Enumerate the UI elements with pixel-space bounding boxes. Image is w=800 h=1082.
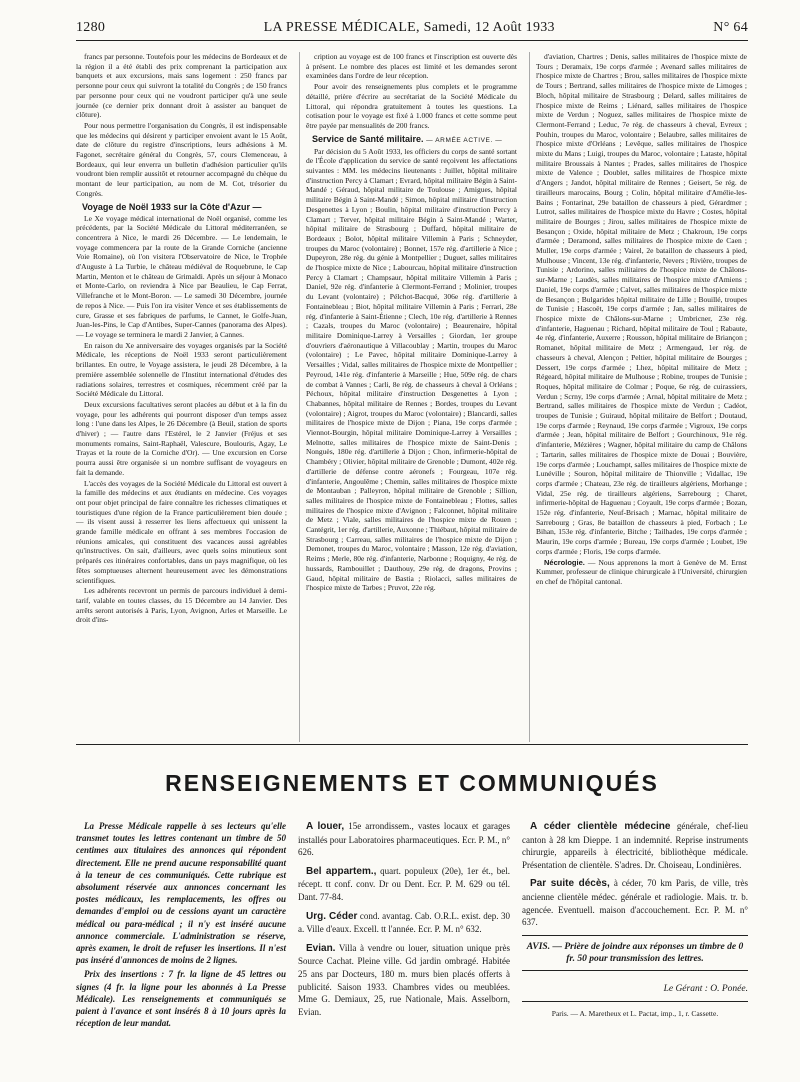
journal-title: LA PRESSE MÉDICALE, Samedi, 12 Août 1933 xyxy=(263,20,555,35)
column-divider xyxy=(529,52,530,742)
notice-paragraph: La Presse Médicale rappelle à ses lecteurs qu'elle transmet toutes les lettres contenant un timbre de 50 centimes aux titulaires des annonces qui répondent directement. Elle ne prend aucune responsabilité quant à la teneur de ces communiqués. Cette rubrique est absolument réservée aux annonces concernant les postes médicaux, les remplacements, les offres ou demandes d'emploi ou de cessions ayant un caractère médical ou para-médical ; il n'y est inséré aucune annonce commerciale. L'administration se réserve, après examen, le droit de refuser les insertions. Il n'est pas inséré d'annonces de moins de 2 lignes. xyxy=(76,821,286,966)
ads-column-1 xyxy=(298,820,510,1024)
paragraph: cription au voyage est de 100 francs et l'inscription est ouverte dès à présent. Le nombre des places est limité et les demandes seront examinées dans l'ordre de leur réception. xyxy=(306,52,517,81)
classified-ad xyxy=(298,820,510,859)
section-rule xyxy=(76,744,748,745)
ads-column-2 xyxy=(522,820,748,1021)
footer-rule xyxy=(522,1001,748,1002)
classified-ad xyxy=(298,942,510,1019)
notice-column xyxy=(76,820,286,1031)
ad-text: Villa à vendre ou louer, situation unique près Source Cachat. Pleine ville. Gd jardin ombragé. Habitée 25 ans par Docteurs, 180 m. murs bien placés offerts à publicité. Saison 1933. Chambres vides ou meublées. Mme G. Demiaux, 25, rue Nationale, Mais. Asselborn, Evian. xyxy=(298,942,510,1017)
heading-service-sante xyxy=(306,134,517,146)
paragraph: En raison du Xe anniversaire des voyages organisés par la Société Médicale, les réceptions de Noël 1933 seront particulièrement brillantes. En outre, le Voyage assistera, le jeudi 28 Décembre, à la première assemblée solennelle de l'Institut international d'études des radiations solaires, terrestres et cosmiques, récemment créé par la Société Médicale du Littoral. xyxy=(76,340,287,399)
paragraph: Le Xe voyage médical international de Noël organisé, comme les précédents, par la Société Médicale du Littoral méditerranéen, se concentrera à Nice, le mardi 26 Décembre. — Le lendemain, le voyage commencera par la route de la Grande Corniche (ancienne Voie Romaine), où l'on visitera l'Observatoire de Nice, le Trophée d'Auguste à La Turbie, le château médiéval de Roquebrune, le Cap Martin, Menton et le château de Grimaldi. Après un séjour à Monaco et Monte-Carlo, on reviendra à Nice par Beaulieu, le Cap Ferrat, Villefranche et le Mont-Boron. — Le samedi 30 Décembre, journée de repos à Nice. — Puis l'on ira visiter Vence et ses établissements de cure, Grasse et ses fabriques de parfums, le Cannet, le Golfe-Juan, Juan-les-Pins, le Cap d'Antibes, Super-Cannes (panorama des Alpes). — Le voyage se terminera le mardi 2 Janvier, à Cannes. xyxy=(76,213,287,339)
paragraph: Pour avoir des renseignements plus complets et le programme détaillé, prière d'écrire au secrétariat de la Société Médicale du Littoral, qui répondra gratuitement à toutes les questions. La cotisation pour le voyage est fixé à 1.000 francs et cette somme peut être payée par mensualités de 200 francs. xyxy=(306,82,517,130)
classified-ad xyxy=(298,910,510,936)
header-rule xyxy=(76,40,748,41)
ad-text: générale, chef-lieu canton à 28 km Dieppe. 1 an indemnité. Reprise instruments chirurgie, appareils à électricité, bibliothèque médicale. Présentation de clientèle. S'adres. Dr. Choiseau, Londinières. xyxy=(522,821,748,870)
paragraph: Par décision du 5 Août 1933, les officiers du corps de santé sortant de l'École d'application du service de santé reçoivent les affectations suivantes : MM. les médecins lieutenants : Juillet, hôpital militaire d'instruction Percy à Clamart ; Evrard, hôpital militaire Bégin à Saint-Mandé ; Géraud, hôpital militaire de Toulouse ; Amigues, hôpital militaire Bégin à Saint-Mandé ; Simon, hôpital militaire d'instruction Desgenettes à Lyon ; Boulin, hôpital militaire d'instruction Percy à Clamart ; Terver, hôpital militaire Bégin à Saint-Mandé ; Warter, hôpital militaire de Strasbourg ; Duffard, hôpital militaire de Bordeaux ; Bolot, hôpital militaire Villemin à Paris ; Schneyder, troupes du Maroc (volontaire) ; Bonnet, 157e rég. d'artillerie à Nice ; Dupeyron, 28e rég. du génie à Montpellier ; Duguet, salles militaires de l'hospice mixte de Nice ; Labourcau, hôpital militaire d'instruction Percy à Clamart ; Champsaur, hôpital militaire Villemin à Paris ; Daniel, 92e rég. d'infanterie à Clermont-Ferrand ; Molinier, troupes du Levant (volontaire) ; Pélchot-Bacqué, 306e rég. d'artillerie à Fontainebleau ; Biot, hôpital militaire Villemin à Paris ; Ferrari, 28e rég. d'infanterie à Saint-Étienne ; Clech, 10e rég. d'artillerie à Rennes ; Cazals, troupes du Maroc (volontaire) ; Beaurenaire, hôpital militaire Dominique-Larrey à Versailles ; Giordan, 1er groupe d'ouvriers d'aéronautique à Villacoublay ; Martin, troupes du Maroc (volontaire) ; Le Pavec, hôpital militaire Dominique-Larrey à Versailles ; Vidal, salles militaires de l'hospice mixte de Montpellier ; Peyroud, 141e rég. d'infanterie à Marseille ; Hue, 509e rég. de chars de combat à Vannes ; Carli, 8e rég. de chasseurs à cheval à Orléans ; Péchoux, hôpital militaire d'instruction Desgenettes à Lyon ; Chabannes, hôpital militaire de Rennes ; Bordes, troupes du Levant (volontaire) ; Aigrot, troupes du Maroc (volontaire) ; Blancardi, salles militaires de l'hospice mixte de Dijon ; Piana, 19e corps d'armée ; Viennot-Bourgin, hôpital militaire Dominique-Larrey à Versailles ; Melnotte, salles militaires de l'hospice mixte de Saint-Denis ; Nonguès, 180e rég. d'artillerie à Dijon ; Chon, infirmerie-hôpital de Chambéry ; Olivier, hôpital militaire de Grenoble ; Dumont, 402e rég. d'artillerie de défense contre aéronefs ; Fourgeau, 107e rég. d'infanterie, Angoulême ; Chemin, salles militaires de l'hospice mixte de Montauban ; Palleyron, hôpital militaire de Grenoble ; Sillion, salles militaires de l'hospice mixte de Fontainebleau ; Flottes, salles militaires de l'hospice mixte d'Avignon ; Falconnet, hôpital militaire de Metz ; Viale, salles militaires de l'hospice mixte de Rouen ; Cantégrit, 1er rég. d'artillerie, Auxonne ; Thiébaut, hôpital militaire de Strasbourg ; Carreau, salles militaires de l'hospice mixte de Dijon ; Demonet, troupes du Maroc, volontaire ; Masson, 12e rég. d'aviation, Reims ; Merle, 80e rég. d'infanterie, Narbonne ; Roquigny, 4e rég. de hussards, Rambouillet ; Dauthouy, 29e rég. de dragons, Provins ; Gaud, hôpital militaire de Bastia ; Riolacci, salles militaires de l'hospice mixte de Tarbes ; Pruvot, 22e rég. xyxy=(306,146,517,593)
avis-notice: AVIS. — Prière de joindre aux réponses un timbre de 0 fr. 50 pour transmission des lettres. xyxy=(522,935,748,971)
classified-ad xyxy=(522,820,748,871)
paragraph: Pour nous permettre l'organisation du Congrès, il est indispensable que les médecins qui désirent y participer envoient avant le 15 Août, date de clôture du registre d'inscriptions, leurs adhésions à M. Fagonet, secrétaire général du Congrès, 57, cours Clemenceau, à Bordeaux, qui leur enverra un bulletin d'adhésion particulier qu'ils voudront bien remplir aussitôt et retourner accompagné du chèque du montant de leur participation, au nom de M. Cot, trésorier du Congrès. xyxy=(76,120,287,198)
column-1 xyxy=(76,52,287,626)
necrology xyxy=(536,558,747,587)
issue-number: N° 64 xyxy=(713,20,748,35)
ad-text: à céder, 70 km Paris, de ville, très ancienne clientèle médec. générale et radiologie. Mais. tr. b. agencée. Eventuell. maison d'accouchement. Ecr. P. M. n° 637. xyxy=(522,878,749,928)
printer-imprint: Paris. — A. Maretheux et L. Pactat, imp., 1, r. Cassette. xyxy=(551,1009,719,1019)
classified-ad xyxy=(298,865,510,904)
heading-text: Service de Santé militaire. xyxy=(312,133,424,144)
column-3 xyxy=(536,52,747,588)
column-divider xyxy=(299,52,300,742)
heading-subtitle: — ARMÉE ACTIVE. — xyxy=(426,136,503,144)
heading-voyage-noel: Voyage de Noël 1933 sur la Côte d'Azur — xyxy=(82,201,262,212)
necrology-heading: Nécrologie. xyxy=(544,557,585,567)
paragraph: Les adhérents recevront un permis de parcours individuel à demi-tarif, valable en toutes classes, du 15 Décembre au 14 Janvier. Des arrêts seront autorisés à Paris, Lyon, Avignon, Arles et Marseille. Le droit d'ins- xyxy=(76,586,287,625)
section-title: RENSEIGNEMENTS ET COMMUNIQUÉS xyxy=(165,770,659,796)
column-2 xyxy=(306,52,517,594)
ad-lead: Evian. xyxy=(306,942,336,954)
ad-lead: Bel appartem., xyxy=(306,865,377,877)
ad-text: cond. avantag. Cab. O.R.L. exist. dep. 30 a. Ville d'eaux. Excell. tt l'année. Ecr. P. M. n° 632. xyxy=(298,910,510,935)
ad-text: quart. populeux (20e), 1er ét., bel. récept. tt conf. conv. Dr ou Dent. Ecr. P. M. 629 ou tél. Dant. 77-84. xyxy=(298,865,510,902)
ad-lead: Urg. Céder xyxy=(306,910,358,922)
publisher-manager: Le Gérant : O. Ponée. xyxy=(663,983,748,994)
ad-text: 15e arrondissem., vastes locaux et garages installés pour Laboratoires pharmaceutiques. Ecr. P. M., n° 626. xyxy=(298,821,510,858)
ad-lead: Par suite décès, xyxy=(530,878,610,890)
paragraph: francs par personne. Toutefois pour les médecins de Bordeaux et de la région il a été établi des prix comprenant la participation aux banquets et aux excursions, mais sans logement : 250 francs par personne pour ceux qui suivront la totalité du Congrès ; de 150 francs par personne pour ceux qui ne voudront participer qu'à une seule journée (ce dernier prix donnant droit à assister au banquet de clôture). xyxy=(76,52,287,120)
paragraph: Deux excursions facultatives seront placées au début et à la fin du voyage, pour les adhérents qui pourront disposer d'un temps assez long : l'une dans les Alpes, le 26 Décembre (à Beuil, station de sports d'hiver) ; — l'autre dans l'Estérel, le 2 Janvier (Fréjus et ses monuments romains, Saint-Raphaël, Valescure, Boulouris, Agay, Le Trayas et la route de la Corniche d'Or). — Une excursion en Corse pourra aussi être organisée si un nombre suffisant de voyageurs en fait la demande. xyxy=(76,399,287,477)
running-header xyxy=(76,20,748,42)
paragraph: d'aviation, Chartres ; Denis, salles militaires de l'hospice mixte de Tours ; Deramaix, 19e corps d'armée ; Avenard salles militaires de l'hospice mixte de Chartres ; Brou, salles militaires de l'hospice mixte de Tours ; Bertrand, salles militaires de l'hospice mixte de Limoges ; Bloch, hôpital militaire de Strasbourg ; Delard, salles militaires de l'hospice mixte de Reims ; Liénard, salles militaires de l'hospice mixte de Verdun ; Noguez, salles militaires de l'hospice mixte de Clermont-Ferrand ; Leduc, 7e rég. de chasseurs à cheval, Evreux ; Pouhin, troupes du Maroc, volontaire ; Belaubre, salles militaires de l'hospice mixte d'Orléans ; Levêque, salles militaires de l'hospice mixte du Mans ; Luigi, troupes du Maroc, volontaire ; Lataste, hôpital militaire Broussais à Nantes ; Prades, salles militaires de l'hospice mixte de Valence ; Doublet, salles militaires de l'hospice mixte d'Angers ; Jandot, hôpital militaire de Rennes ; Geisert, 5e rég. de tirailleurs marocains, Bourg ; Colin, hôpital militaire d'Amélie-les-Bains ; Fontarinat, 29e bataillon de chasseurs à pied, Gérardmer ; Lutrot, salles militaires de l'hospice mixte du Havre ; Costes, hôpital militaire de Bourges ; Jirou, salles militaires de l'hospice mixte de Besançon ; Oxide, hôpital militaire de Metz ; Chakroun, 19e corps d'armée ; Deramond, salles militaires de l'hospice mixte de Caen ; Muller, 19e corps d'armée ; Vairel, 2e bataillon de chasseurs à pied, Mulhouse ; Vincent, 13e rég. d'infanterie, Nevers ; Rivière, troupes de Tunisie ; Ardorino, salles militaires de l'hospice mixte de Châlons-sur-Marne ; Laudès, salles militaires de l'hospice mixte d'Amiens ; Daniel, 19e corps d'armée ; Calvet, salles militaires de l'hospice mixte de Besançon ; Bulgarides hôpital militaire de Lille ; Bouillé, troupes de Tunisie ; Hascoët, 19e corps d'armée ; Jan, salles militaires de l'hospice mixte de Châlons-sur-Marne ; Umbricner, 23e rég. d'infanterie, Haguenau ; Richard, hôpital militaire de Toul ; Rabaute, 4e rég. d'infanterie, Auxerre ; Rousson, hôpital militaire de Briançon ; Romanet, hôpital militaire de Metz ; Armengaud, 1er rég. de chasseurs à cheval, Alençon ; Peltier, hôpital militaire de Bourges ; Dessert, 19e corps d'armée ; Lhez, hôpital militaire de Metz ; Régeard, hôpital militaire de Mulhouse ; Robine, troupes de Tunisie ; Roques, hôpital militaire de Colmar ; Poque, 6e rég. de cuirassiers, Verdun ; Scrny, 19e corps d'armée ; Arnal, hôpital militaire de Metz ; Bertrand, salles militaires de l'hospice mixte de Verdun ; Cadéot, troupes de Tunisie ; Guiraud, hôpital militaire de Belfort ; Doutaud, 19e corps d'armée ; Reynaud, 19e corps d'armée ; Vigroux, 19e corps d'armée ; Jean, hôpital militaire de Belfort ; Gourchinoux, 91e rég. d'infanterie, Mézières ; Wagner, hôpital militaire du camp de Châlons ; Tartarin, salles militaires de l'hospice mixte de Douai ; Bouvière, 19e corps d'armée ; Louchampt, salles militaires de l'hospice mixte de Lunéville ; Souron, hôpital militaire de Thionville ; Vidallac, 19e corps d'armée ; Chateau, 23e rég. de tirailleurs algériens, Morhange ; Vidal, 25e rég. de tirailleurs algériens, Sarrebourg ; Charet, infirmerie-hôpital de Haguenau ; Coyault, 19e corps d'armée ; Bozan, 152e rég. d'infanterie, Neuf-Brisach ; Marnac, hôpital militaire de Sarrebourg ; Gras, 8e bataillon de chasseurs à pied, Forbach ; Le Bihan, 153e rég. d'infanterie, Bitche ; Tailhades, 19e corps d'armée ; Maurin, 19e corps d'armée ; Bureau, 19e corps d'armée ; Loubet, 19e corps d'armée ; Floris, 19e corps d'armée. xyxy=(536,52,747,556)
classified-ad xyxy=(522,877,748,928)
ad-lead: A céder clientèle médecine xyxy=(530,821,671,832)
necrology-text: — Nous apprenons la mort à Genève de M. Ernst Kummer, professeur de clinique chirurgicale à l'Université, chirurgien en chef de l'hôpital cantonal. xyxy=(536,557,747,586)
notice-paragraph: Prix des insertions : 7 fr. la ligne de 45 lettres ou signes (4 fr. la ligne pour les abonnés à La Presse Médicale). Les renseignements et communiqués se paient à l'avance et sont insérés 8 à 10 jours après la réception de leur mandat. xyxy=(76,969,286,1029)
page-number: 1280 xyxy=(76,20,106,35)
paragraph: L'accès des voyages de la Société Médicale du Littoral est ouvert à la famille des médecins et aux étudiants en médecine. Ces voyages ont pour objet principal de faire connaître les richesses climatiques et touristiques d'une région de la France particulièrement bien douée ; — ils visent aussi à resserrer les liens affectueux qui unissent la grande famille médicale en offrant à ses membres l'occasion de réunions amicales, qui constituent des vacances aussi agréables qu'instructives. On sait, d'ailleurs, avec quels soins minutieux sont préparés ces itinéraires confortables, dans un pays magnifique, où les fêtes somptueuses alternent heureusement avec les démonstrations scientifiques. xyxy=(76,478,287,585)
ad-lead: A louer, xyxy=(306,821,345,832)
